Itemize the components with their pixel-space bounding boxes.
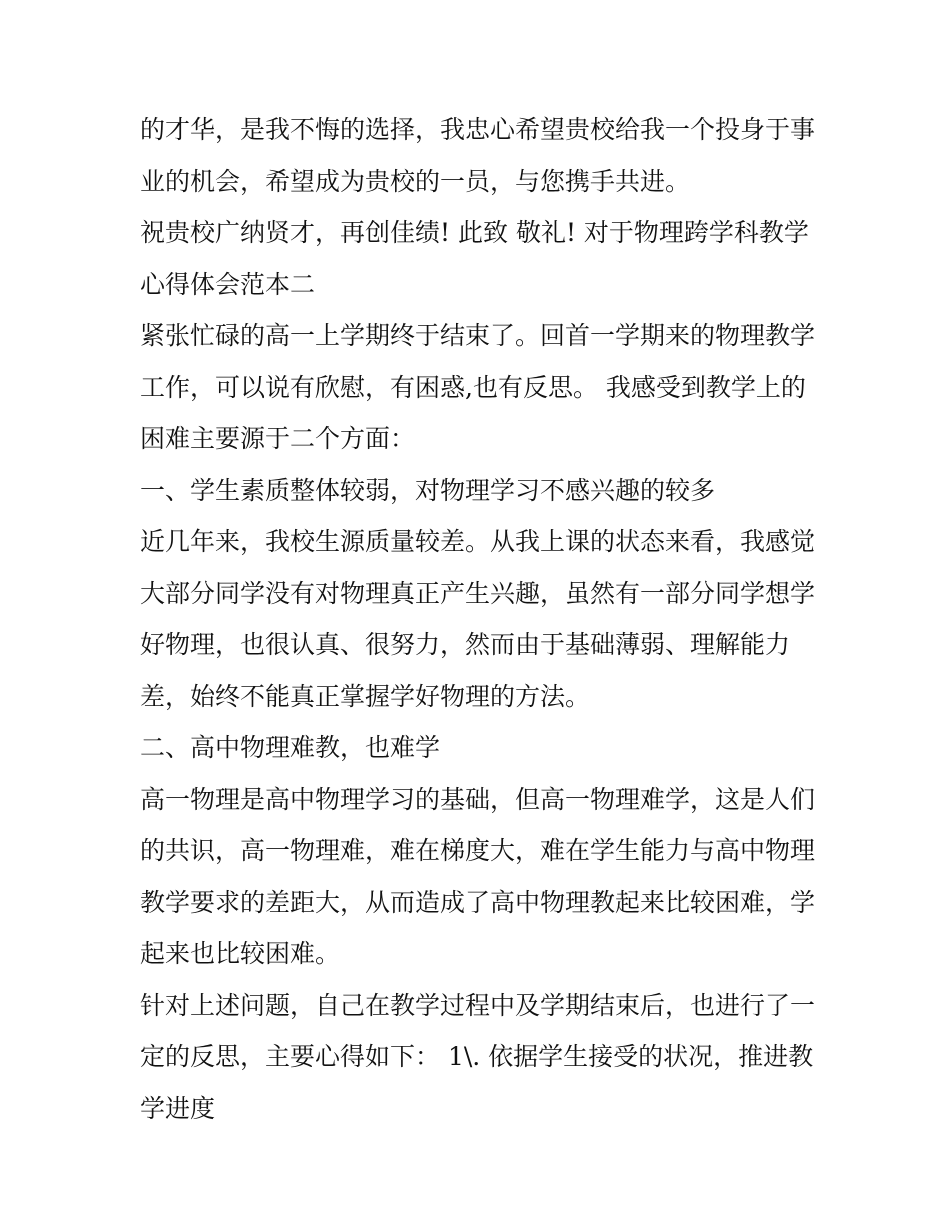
text-line: 差，始终不能真正掌握学好物理的方法。 bbox=[140, 681, 591, 711]
text-line: 好物理，也很认真、很努力，然而由于基础薄弱、理解能力 bbox=[140, 630, 791, 659]
text-line: 大部分同学没有对物理真正产生兴趣，虽然有一部分同学想学 bbox=[140, 578, 816, 608]
text-line: 的共识，高一物理难，难在梯度大，难在学生能力与高中物理 bbox=[140, 836, 816, 865]
text-line: 高一物理是高中物理学习的基础，但高一物理难学，这是人们 bbox=[140, 784, 816, 814]
document-body bbox=[140, 104, 820, 1134]
subheading-one: 一、学生素质整体较弱，对物理学习不感兴趣的较多 bbox=[140, 475, 716, 505]
text-line: 祝贵校广纳贤才，再创佳绩! 此致 敬礼! 对于物理跨学科教学 bbox=[140, 218, 809, 247]
text-line: 紧张忙碌的高一上学期终于结束了。回首一学期来的物理教学 bbox=[140, 321, 816, 350]
text-line: 的才华，是我不悔的选择，我忠心希望贵校给我一个投身于事 bbox=[140, 115, 816, 144]
text-line: 起来也比较困难。 bbox=[140, 939, 341, 968]
text-line: 定的反思，主要心得如下： 1\. 依据学生接受的状况，推进教 bbox=[140, 1042, 814, 1071]
text-line: 针对上述问题，自己在教学过程中及学期结束后，也进行了一 bbox=[140, 990, 816, 1020]
text-line: 工作，可以说有欣慰，有困惑,也有反思。 我感受到教学上的 bbox=[140, 372, 806, 402]
section-heading: 心得体会范本二 bbox=[140, 269, 316, 299]
text-line: 近几年来，我校生源质量较差。从我上课的状态来看，我感觉 bbox=[140, 527, 816, 556]
text-line: 困难主要源于二个方面： bbox=[140, 424, 416, 453]
text-line: 业的机会，希望成为贵校的一员，与您携手共进。 bbox=[140, 166, 691, 196]
text-line: 教学要求的差距大，从而造成了高中物理教起来比较困难，学 bbox=[140, 887, 816, 917]
text-line: 学进度 bbox=[140, 1093, 216, 1123]
subheading-two: 二、高中物理难教，也难学 bbox=[140, 733, 441, 762]
